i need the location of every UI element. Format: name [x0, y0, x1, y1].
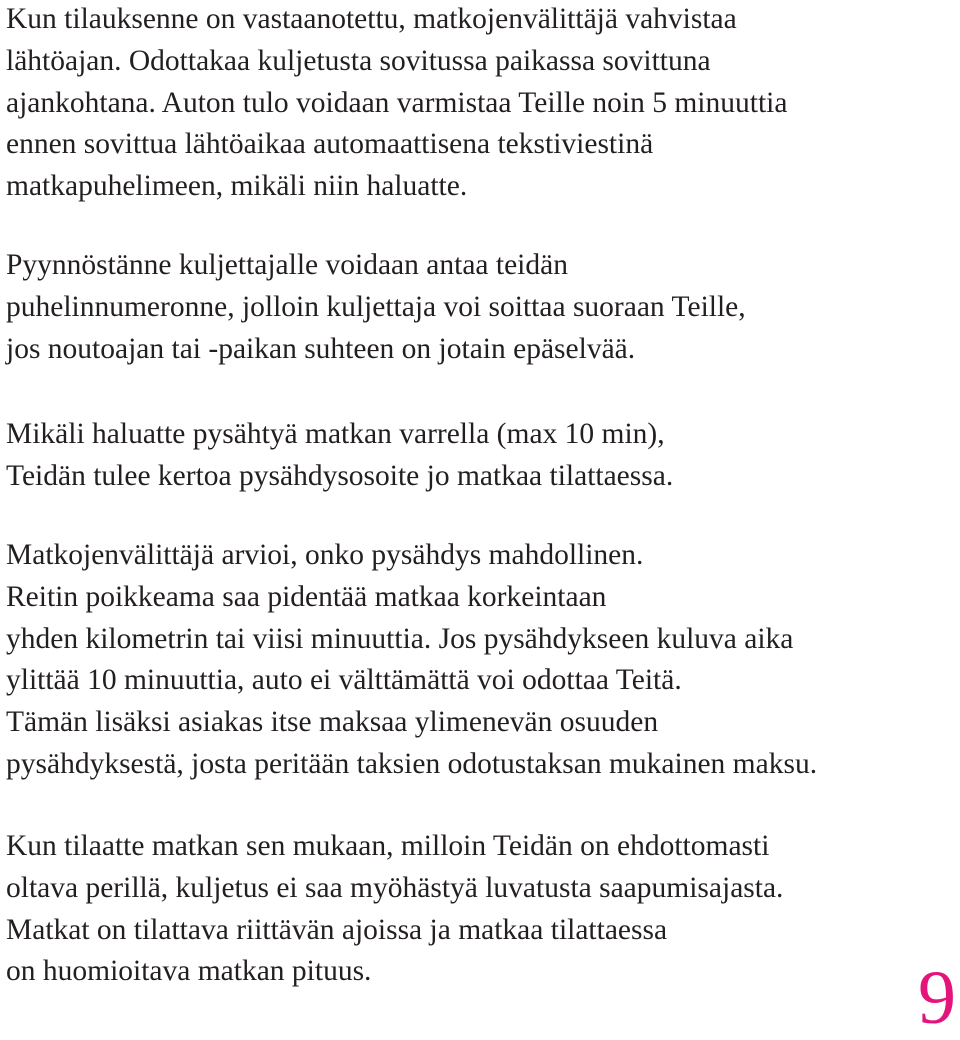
paragraph-arrival-time — [6, 826, 783, 993]
text-line: jos noutoajan tai -paikan suhteen on jotain epäselvää. — [6, 332, 636, 365]
text-line: oltava perillä, kuljetus ei saa myöhästyä luvatusta saapumisajasta. — [6, 871, 784, 904]
page-number: 9 — [918, 956, 956, 1040]
text-line: Matkat on tilattava riittävän ajoissa ja matkaa tilattaessa — [6, 913, 668, 946]
text-line: Tämän lisäksi asiakas itse maksaa ylimenevän osuuden — [6, 706, 659, 739]
text-line: Teidän tulee kertoa pysähdysosoite jo matkaa tilattaessa. — [6, 459, 674, 492]
text-line: ajankohtana. Auton tulo voidaan varmistaa Teille noin 5 minuuttia — [6, 86, 788, 119]
paragraph-phone-number — [6, 245, 746, 370]
text-line: Kun tilaatte matkan sen mukaan, milloin Teidän on ehdottomasti — [6, 830, 770, 862]
text-line: Reitin poikkeama saa pidentää matkaa korkeintaan — [6, 580, 607, 613]
text-line: yhden kilometrin tai viisi minuuttia. Jos pysähdykseen kuluva aika — [6, 622, 794, 655]
text-line: Mikäli haluatte pysähtyä matkan varrella (max 10 min), — [6, 418, 665, 450]
paragraph-order-confirmation — [6, 0, 787, 208]
text-line: Pyynnöstänne kuljettajalle voidaan antaa teidän — [6, 249, 568, 281]
text-line: pysähdyksestä, josta peritään taksien odotustaksan mukainen maksu. — [6, 747, 818, 780]
paragraph-stop-request — [6, 414, 673, 498]
text-line: on huomioitava matkan pituus. — [6, 955, 372, 988]
text-line: Matkojenvälittäjä arvioi, onko pysähdys mahdollinen. — [6, 539, 644, 571]
text-line: matkapuhelimeen, mikäli niin haluatte. — [6, 170, 468, 203]
text-line: ylittää 10 minuuttia, auto ei välttämättä voi odottaa Teitä. — [6, 664, 682, 697]
text-line: ennen sovittua lähtöaikaa automaattisena tekstiviestinä — [6, 128, 654, 161]
paragraph-stop-assessment — [6, 535, 817, 786]
text-line: lähtöajan. Odottakaa kuljetusta sovitussa paikassa sovittuna — [6, 44, 711, 77]
text-line: puhelinnumeronne, jolloin kuljettaja voi soittaa suoraan Teille, — [6, 290, 746, 323]
text-line: Kun tilauksenne on vastaanotettu, matkojenvälittäjä vahvistaa — [6, 3, 737, 35]
